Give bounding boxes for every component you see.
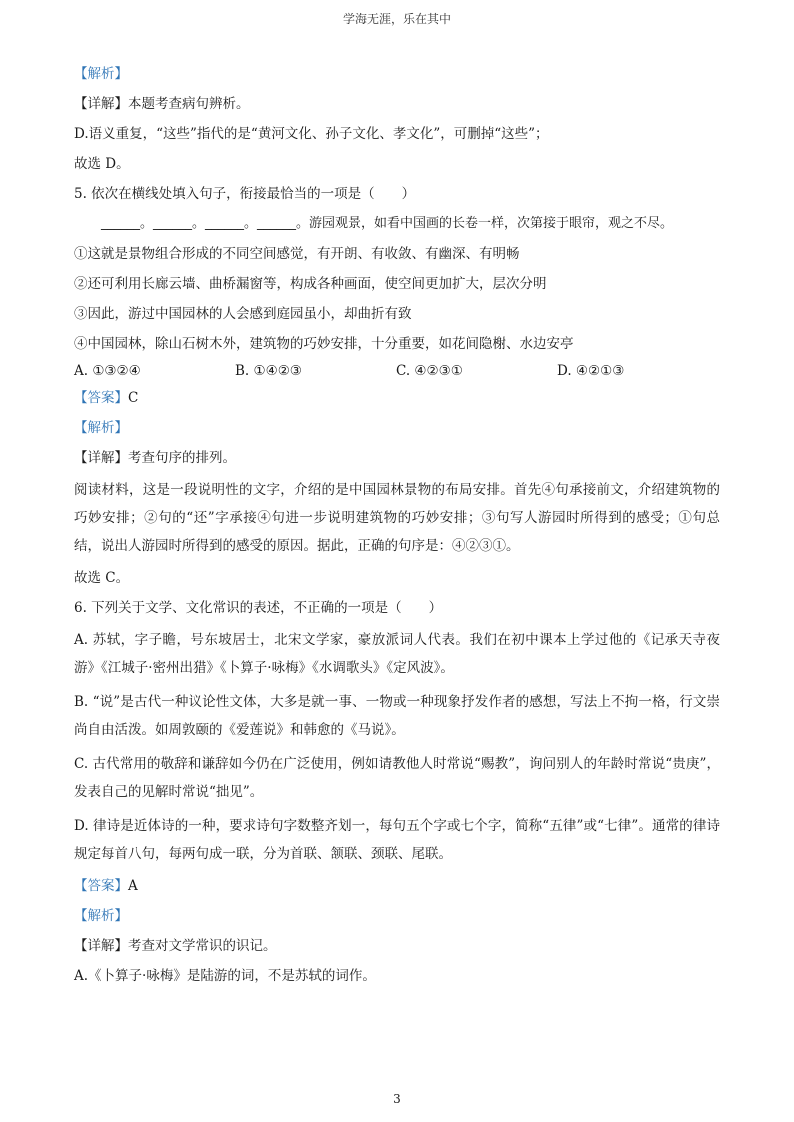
analysis-label: 【解析】 xyxy=(74,908,128,924)
q5-option-c: C. ④②③① xyxy=(396,363,463,379)
q5-stem: 5. 依次在横线处填入句子，衔接最恰当的一项是（ ） xyxy=(74,186,416,202)
q5-option-b: B. ①④②③ xyxy=(235,363,302,379)
answer-value: C xyxy=(128,390,139,406)
q5-sentence-1: ①这就是景物组合形成的不同空间感觉，有开朗、有收敛、有幽深、有明畅 xyxy=(74,246,520,262)
q4-conclusion: 故选 D。 xyxy=(74,156,130,172)
q6-option-b: B. “说”是古代一种议论性文体，大多是就一事、一物或一种现象抒发作者的感想，写法上不拘一格，行文崇尚自由活泼。如周敦颐的《爱莲说》和韩愈的《马说》。 xyxy=(74,694,720,738)
q5-option-a: A. ①③②④ xyxy=(74,363,141,379)
q5-explanation: 阅读材料，这是一段说明性的文字，介绍的是中国园林景物的布局安排。首先④句承接前文，介绍建筑物的巧妙安排；②句的“还”字承接④句进一步说明建筑物的巧妙安排；③句写人游园时所得到的感受；①句总结，说出人游园时所得到的感受的原因。据此，正确的句序是：④②③①。 xyxy=(74,482,720,554)
q4-option-d-explanation: D.语义重复，“这些”指代的是“黄河文化、孙子文化、孝文化”，可删掉“这些”； xyxy=(74,126,549,142)
page-header: 学海无涯，乐在其中 xyxy=(342,12,451,26)
q6-answer xyxy=(74,874,720,898)
q5-options xyxy=(74,356,720,386)
answer-value: A xyxy=(128,878,138,894)
page-number: 3 xyxy=(393,1092,401,1106)
answer-label: 【答案】 xyxy=(74,390,128,406)
detail-text: 【详解】本题考查病句辨析。 xyxy=(74,96,250,112)
q5-sentence-3: ③因此，游过中国园林的人会感到庭园虽小，却曲折有致 xyxy=(74,306,412,322)
answer-label: 【答案】 xyxy=(74,878,128,894)
q5-answer xyxy=(74,386,720,410)
analysis-label: 【解析】 xyxy=(74,420,128,436)
q5-option-d: D. ④②①③ xyxy=(557,363,625,379)
q6-option-a: A. 苏轼，字子瞻，号东坡居士，北宋文学家，豪放派词人代表。我们在初中课本上学过他的《记承天寺夜游》《江城子·密州出猎》《卜算子·咏梅》《水调歌头》《定风波》。 xyxy=(74,632,720,676)
q6-stem: 6. 下列关于文学、文化常识的表述，不正确的一项是（ ） xyxy=(74,600,443,616)
detail-text: 【详解】考查对文学常识的识记。 xyxy=(74,938,277,954)
q5-passage: ______。______。______。______。游园观景，如看中国画的长卷一样，次第接于眼帘，观之不尽。 xyxy=(101,216,674,231)
analysis-label: 【解析】 xyxy=(74,66,128,82)
q6-option-c: C. 古代常用的敬辞和谦辞如今仍在广泛使用，例如请教他人时常说“赐教”，询问别人的年龄时常说“贵庚”，发表自己的见解时常说“拙见”。 xyxy=(74,756,720,800)
q5-sentence-4: ④中国园林，除山石树木外，建筑物的巧妙安排，十分重要，如花间隐榭、水边安亭 xyxy=(74,336,574,352)
q5-conclusion: 故选 C。 xyxy=(74,570,130,586)
detail-text: 【详解】考查句序的排列。 xyxy=(74,450,236,466)
document-body xyxy=(74,62,720,988)
q6-option-d: D. 律诗是近体诗的一种，要求诗句字数整齐划一，每句五个字或七个字，简称“五律”或“七律”。通常的律诗规定每首八句，每两句成一联，分为首联、颔联、颈联、尾联。 xyxy=(74,818,720,862)
q5-sentence-2: ②还可利用长廊云墙、曲桥漏窗等，构成各种画面，使空间更加扩大，层次分明 xyxy=(74,276,547,292)
q6-explanation-a: A.《卜算子·咏梅》是陆游的词，不是苏轼的词作。 xyxy=(74,968,376,984)
